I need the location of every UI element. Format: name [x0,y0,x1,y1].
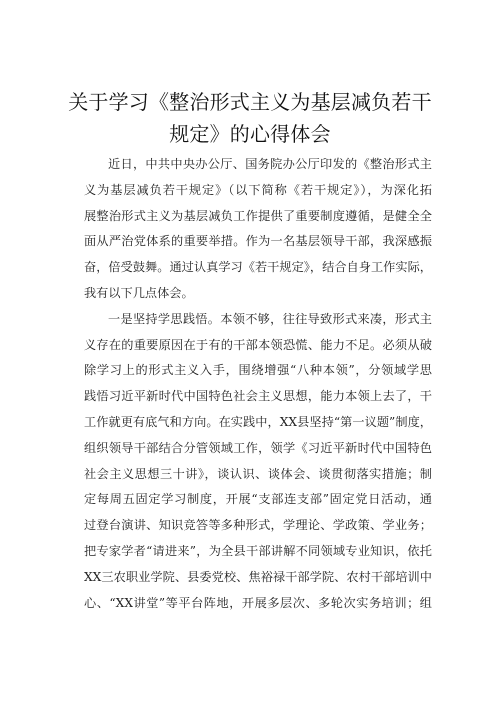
text-line: 我有以下几点体会。 [84,285,194,300]
title-line: 关于学习《整治形式主义为基层减负若干 [68,90,432,114]
text-line: 工作就更有底气和方向。在实践中，XX县坚持“第一议题”制度， [84,414,432,429]
text-line: XX三农职业学院、县委党校、焦裕禄干部学院、农村干部培训中 [84,569,432,584]
title-line: 规定》的心得体会 [169,122,331,146]
text-line: 心、“XX讲堂”等平台阵地，开展多层次、多轮次实务培训；组 [84,595,432,610]
paragraph-point-one [84,307,432,617]
text-line: 奋，倍受鼓舞。通过认真学习《若干规定》，结合自身工作实际， [84,260,432,275]
paragraph-intro [84,152,432,307]
text-line: 把专家学者“请进来”，为全县干部讲解不同领域专业知识，依托 [84,543,432,558]
text-line: 过登台演讲、知识竞答等多种形式，学理论、学政策、学业务； [84,518,432,533]
text-line: 组织领导干部结合分管领域工作，领学《习近平新时代中国特色 [84,440,432,455]
text-line: 义存在的重要原因在于有的干部本领恐慌、能力不足。必须从破 [84,337,432,352]
document-body [84,152,432,616]
text-line: 定每周五固定学习制度，开展“支部连支部”固定党日活动，通 [84,492,432,507]
text-line: 社会主义思想三十讲》，谈认识、谈体会、谈贯彻落实措施；制 [84,466,432,481]
text-line: 义为基层减负若干规定》（以下简称《若干规定》），为深化拓 [84,182,432,197]
text-line: 展整治形式主义为基层减负工作提供了重要制度遵循，是健全全 [84,208,432,223]
text-line: 一是坚持学思践悟。本领不够，往往导致形式来凑，形式主 [108,311,432,326]
text-line: 面从严治党体系的重要举措。作为一名基层领导干部，我深感振 [84,234,432,249]
text-line: 近日，中共中央办公厅、国务院办公厅印发的《整治形式主 [108,157,432,171]
document-title [60,86,440,150]
text-line: 践悟习近平新时代中国特色社会主义思想，能力本领上去了，干 [84,389,432,404]
text-line: 除学习上的形式主义入手，围绕增强“八种本领”，分领域学思 [84,363,432,378]
